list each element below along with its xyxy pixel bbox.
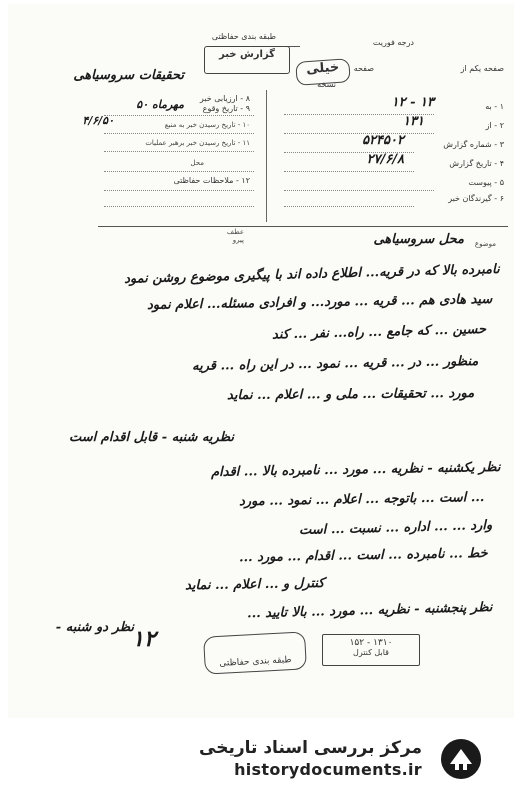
field-rule bbox=[284, 171, 414, 172]
bottom-number: ۱۲ bbox=[132, 626, 156, 652]
field-label: ۶ - گیرندگان خبر bbox=[448, 194, 504, 203]
footer-title: مرکز بررسی اسناد تاریخی bbox=[199, 738, 422, 758]
field-label: ۳ - شماره گزارش bbox=[443, 140, 504, 149]
field-rule bbox=[104, 171, 254, 172]
document-scan bbox=[8, 4, 514, 718]
field-rule bbox=[284, 133, 434, 134]
opinion-line: نظر یکشنبه - نظریه ... مورد ... نامبرده بالا ... اقدام bbox=[210, 460, 501, 481]
opinion-line: نظریه شنبه - قابل اقدام است bbox=[69, 430, 234, 445]
form-title-box bbox=[204, 46, 290, 74]
opinion-line: کنترل و ... اعلام ... نماید bbox=[184, 576, 325, 594]
field-label: ۸ - ارزیابی خبر bbox=[199, 94, 250, 103]
field-value: ۲۷/۶/۸ bbox=[366, 152, 404, 167]
opinion-line: خط ... نامبرده ... است ... اقدام ... مورد ... bbox=[239, 546, 489, 566]
field-value: ۱۳ - ۱۲ bbox=[391, 95, 434, 110]
field-label: ۲ - از bbox=[485, 121, 504, 130]
field-label: ۴ - تاریخ گزارش bbox=[449, 159, 504, 168]
field-value: ۴/۶/۵۰ bbox=[82, 114, 114, 127]
body-line: سید هادی هم ... قریه ... مورد... و افرادی مسئله... اعلام نمود bbox=[146, 292, 493, 314]
subject-value: محل سروسیاهی bbox=[373, 232, 464, 247]
opinion-line: ... است ... باتوجه ... اعلام ... نمود ... مورد bbox=[238, 490, 485, 510]
org-label: طبقه بندی حفاظتی bbox=[211, 32, 276, 41]
field-rule bbox=[104, 151, 254, 152]
field-label: ۱۱ - تاریخ رسیدن خبر برهبر عملیات bbox=[145, 139, 250, 147]
field-label: ۱ - به bbox=[485, 102, 504, 111]
classification-label: درجه فوریت bbox=[372, 38, 414, 47]
signature-stamp: طبقه بندی حفاظتی bbox=[203, 631, 307, 674]
field-rule bbox=[284, 190, 434, 191]
field-rule bbox=[284, 206, 414, 207]
column-divider bbox=[266, 90, 267, 222]
body-line: مورد ... تحقیقات ... ملی و ... اعلام ... نماید bbox=[226, 386, 475, 404]
form-title: گزارش خبر bbox=[218, 49, 275, 60]
field-value: مهرماه ۵۰ bbox=[136, 98, 184, 111]
field-value: ۱۳۱ bbox=[403, 114, 424, 129]
opinion-line: وارد ... ... اداره ... نسبت ... است bbox=[298, 518, 493, 539]
field-value: ۵۲۴۵۰۲ bbox=[362, 133, 404, 148]
field-rule bbox=[104, 133, 254, 134]
secret-stamp: خیلی bbox=[295, 58, 351, 86]
copies-label: نسخه bbox=[317, 80, 336, 89]
field-label: محل bbox=[190, 159, 204, 167]
page-label: صفحه یکم از bbox=[460, 64, 504, 73]
field-label: ۱۰ - تاریخ رسیدن خبر به منبع bbox=[164, 121, 250, 129]
body-line: حسین ... که جامع ... راه... نفر ... کند bbox=[271, 322, 487, 343]
field-rule bbox=[104, 206, 254, 207]
field-label: ۹ - تاریخ وقوع bbox=[202, 104, 250, 113]
archive-logo-icon bbox=[440, 738, 482, 780]
peyro-label: پیرو bbox=[232, 236, 244, 244]
atf-label: عطف bbox=[226, 228, 244, 236]
page-of-label: صفحه bbox=[353, 64, 374, 73]
opinion-line: نظر پنجشنبه - نظریه ... مورد ... بالا تایید ... bbox=[246, 600, 493, 622]
subject-label: موضوع bbox=[474, 240, 496, 248]
field-rule bbox=[104, 190, 254, 191]
body-line: نامبرده بالا که در قریه... اطلاع داده اند با پیگیری موضوع روشن نمود bbox=[124, 262, 501, 287]
field-label: ۵ - پیوست bbox=[468, 178, 504, 187]
field-label: ۱۲ - ملاحظات حفاظتی bbox=[173, 176, 250, 185]
body-line: منظور ... در ... قریه ... نمود ... در این راه ... قریه bbox=[191, 354, 479, 374]
opinion-line: نظر دو شنبه - bbox=[55, 620, 134, 635]
code-stamp: ۱۳۱۰ - ۱۵۲ قابل کنترل bbox=[322, 634, 420, 666]
subject-rule-top bbox=[98, 226, 508, 227]
field-value: تحقیقات سروسیاهی bbox=[73, 68, 184, 83]
field-rule bbox=[104, 115, 254, 116]
footer-url[interactable]: historydocuments.ir bbox=[234, 760, 422, 779]
